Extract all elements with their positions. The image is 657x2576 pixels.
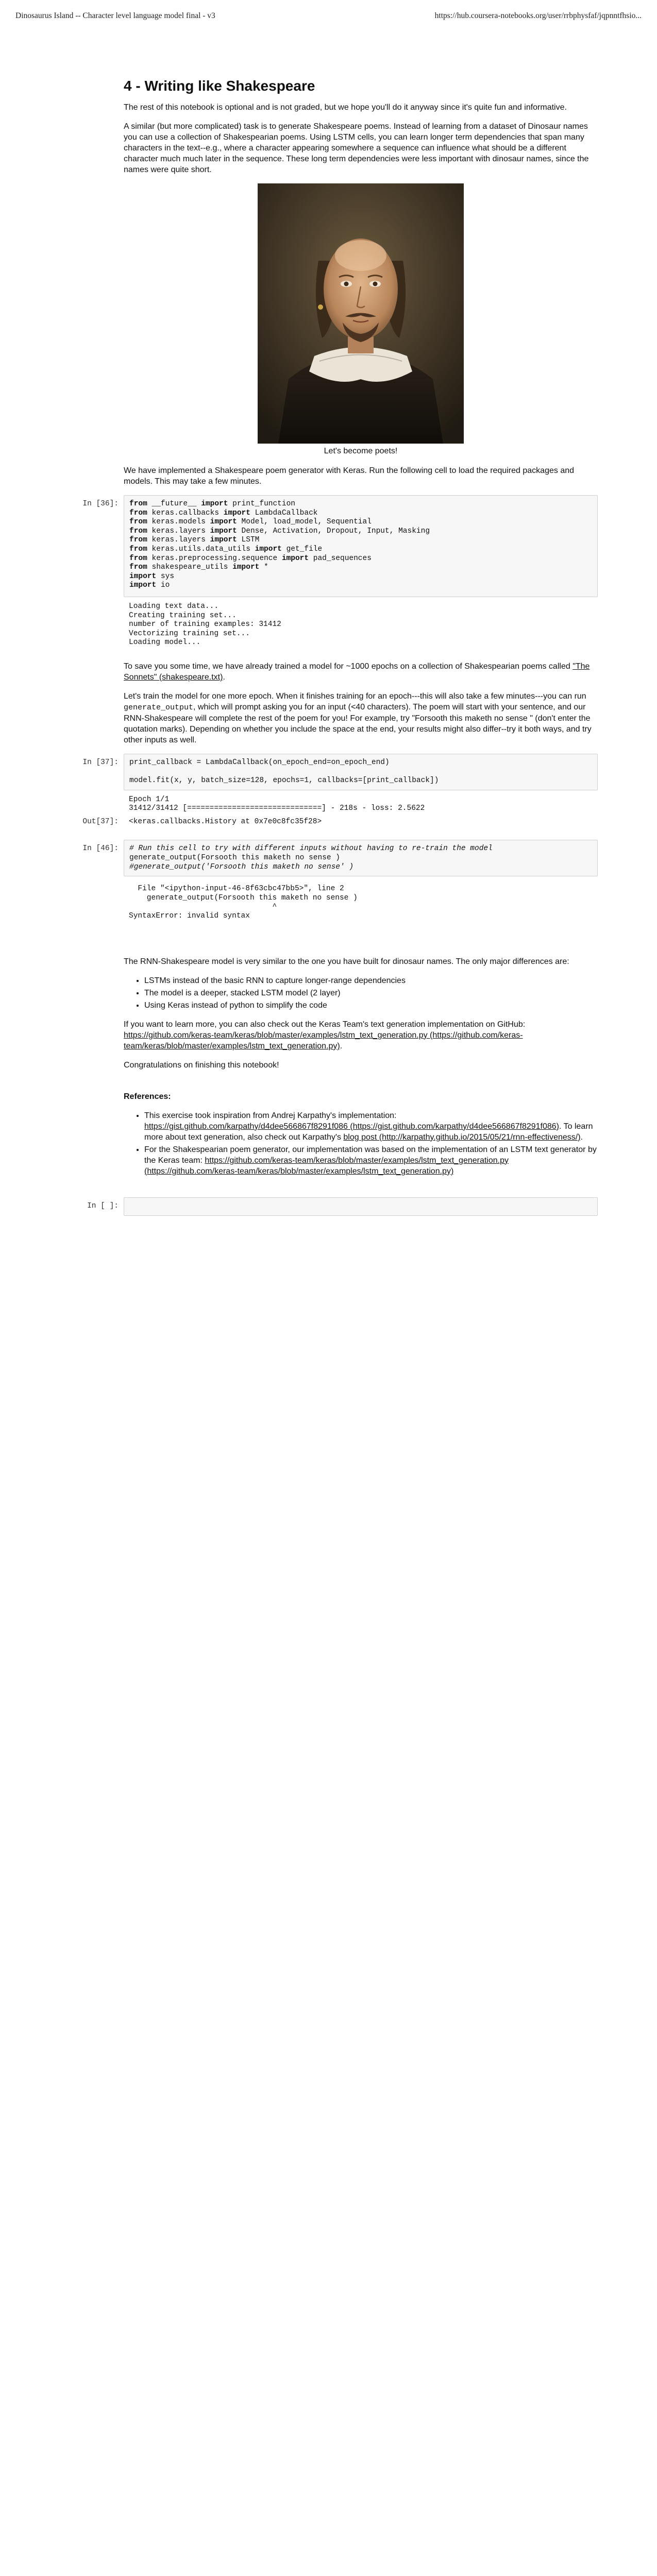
sonnets-link[interactable]: "The Sonnets" (shakespeare.txt) [124, 662, 590, 682]
code-input[interactable]: from __future__ import print_function from keras.callbacks import LambdaCallback from keras.models import Model, load_model, Sequential from keras.layers import Dense, Activation, Dropout, Input, Masking from keras.layers import LSTM from keras.utils.data_utils import get_file from keras.preprocessing.sequence import pad_sequences from shakespeare_utils import * import sys import io [124, 495, 598, 597]
ref-text: This exercise took inspiration from Andrej Karpathy's implementation: [144, 1111, 397, 1120]
learn-more-text: If you want to learn more, you can also check out the Keras Team's text generation implementation on GitHub: [124, 1020, 526, 1029]
error-output: File "<ipython-input-46-8f63cbc47bb5>", line 2 generate_output(Forsooth this maketh no sense ) ^ SyntaxError: invalid syntax [129, 885, 358, 921]
karpathy-gist-link[interactable]: https://gist.github.com/karpathy/d4dee566867f8291f086 (https://gist.github.com/karpathy/d4dee566867f8291f086) [144, 1122, 560, 1131]
empty-code-input[interactable] [124, 1197, 598, 1216]
document-url: https://hub.coursera-notebooks.org/user/rrbphysfaf/jqpnntfhsio... [434, 11, 642, 20]
code-cell [82, 840, 598, 923]
learn-more-paragraph [124, 1019, 598, 1052]
pretrained-paragraph [124, 661, 598, 683]
input-prompt: In [46]: [82, 844, 119, 853]
code-input[interactable] [124, 840, 598, 876]
intro-paragraph: The rest of this notebook is optional and is not graded, but we hope you'll do it anyway since it's quite fun and informative. [124, 103, 567, 112]
code-output: Loading text data... Creating training set... number of training examples: 31412 Vectorizing training set... Loading model... [129, 602, 281, 647]
list-item [144, 1144, 598, 1177]
input-prompt: In [36]: [82, 500, 119, 508]
list-item: • Using Keras instead of python to simplify the code [144, 1000, 598, 1011]
list-item: • LSTMs instead of the basic RNN to capture longer-range dependencies [144, 975, 598, 986]
train-text-end: , which will prompt asking you for an input (<40 characters). The poem will start with your sentence, and our RNN-Shakespeare will complete the rest of the poem for you! For example, try "Forsooth this maketh no sense " (don't enter the quotation marks). Depending on whether you include the space at the end, your results might also differ--try it both ways, and try other inputs as well. [124, 702, 592, 744]
learn-more-text-end: . [340, 1041, 343, 1050]
code-line: print_callback = LambdaCallback(on_epoch_end=on_epoch_end) [129, 758, 390, 767]
ref-text: For the Shakespearian poem generator, our implementation was based on the implementation of an LSTM text generator by the Keras team: [144, 1145, 597, 1165]
code-cell [82, 495, 598, 650]
code-cell [82, 754, 598, 829]
ref-text: . [580, 1132, 583, 1142]
load-packages-paragraph: We have implemented a Shakespeare poem generator with Keras. Run the following cell to load the required packages and models. This may take a few minutes. [124, 466, 575, 486]
section-heading: 4 - Writing like Shakespeare [124, 78, 315, 94]
keras-example-link[interactable]: https://github.com/keras-team/keras/blob/master/examples/lstm_text_generation.py (https://github.com/keras-team/keras/blob/master/examples/lstm_text_generation.py) [124, 1030, 523, 1050]
input-prompt: In [ ]: [87, 1201, 119, 1210]
pretrained-text: To save you some time, we have already trained a model for ~1000 epochs on a collection of Shakespearian poems called [124, 662, 573, 671]
shakespeare-portrait-figure [124, 183, 598, 456]
code-line: model.fit(x, y, batch_size=128, epochs=1, callbacks=[print_callback]) [129, 776, 439, 785]
train-paragraph [124, 691, 598, 745]
references-heading [124, 1091, 598, 1102]
code-cell [87, 1197, 598, 1216]
pretrained-text-end: . [223, 672, 225, 682]
description-paragraph: A similar (but more complicated) task is to generate Shakespeare poems. Instead of learning from a dataset of Dinosaur names you can use a collection of Shakespearian poems. Using LSTM cells, you can learn longer term dependencies that span many characters in the text--e.g., where a character appearing somewhere a sequence can influence what should be a different character much much later in the sequence. These long term dependencies were less important with dinosaur names, since the names were quite short. [124, 122, 589, 174]
portrait-caption: Let's become poets! [324, 447, 398, 455]
notebook-content [82, 77, 598, 1216]
list-item: • The model is a deeper, stacked LSTM model (2 layer) [144, 988, 598, 998]
code-input[interactable] [124, 754, 598, 790]
differences-list [124, 975, 598, 1011]
list-item [144, 1110, 598, 1143]
ref-text: . To learn more about text generation, also check out Karpathy's [144, 1122, 593, 1142]
markdown-section [124, 465, 598, 487]
references-title: References: [124, 1092, 171, 1101]
code-comment: # Run this cell to try with different inputs without having to re-train the model [129, 844, 493, 853]
input-prompt: In [37]: [82, 758, 119, 767]
print-header [15, 11, 642, 24]
markdown-section [124, 661, 598, 745]
references-list [124, 1110, 598, 1177]
markdown-section [124, 77, 598, 175]
shakespeare-portrait-image [258, 183, 464, 444]
generate-output-code: generate_output [124, 703, 194, 712]
code-result: <keras.callbacks.History at 0x7e0c8fc35f28> [129, 817, 322, 826]
code-line: generate_output(Forsooth this maketh no sense ) [129, 854, 340, 862]
congrats-paragraph: Congratulations on finishing this notebook! [124, 1060, 279, 1070]
code-comment: #generate_output('Forsooth this maketh no sense' ) [129, 862, 354, 871]
keras-lstm-link[interactable]: https://github.com/keras-team/keras/blob/master/examples/lstm_text_generation.py (https://github.com/keras-team/keras/blob/master/examples/lstm_text_generation.py) [144, 1156, 509, 1176]
code-output: Epoch 1/1 31412/31412 [==============================] - 218s - loss: 2.5622 [129, 795, 425, 813]
karpathy-blog-link[interactable]: blog post (http://karpathy.github.io/2015/05/21/rnn-effectiveness/) [343, 1132, 581, 1142]
output-prompt: Out[37]: [82, 817, 119, 826]
markdown-section [124, 956, 598, 1177]
document-title: Dinosaurus Island -- Character level language model final - v3 [15, 11, 215, 20]
train-text: Let's train the model for one more epoch. When it finishes training for an epoch---this will also take a few minutes---you can run [124, 691, 586, 701]
differences-paragraph: The RNN-Shakespeare model is very similar to the one you have built for dinosaur names. The only major differences are: [124, 957, 569, 966]
